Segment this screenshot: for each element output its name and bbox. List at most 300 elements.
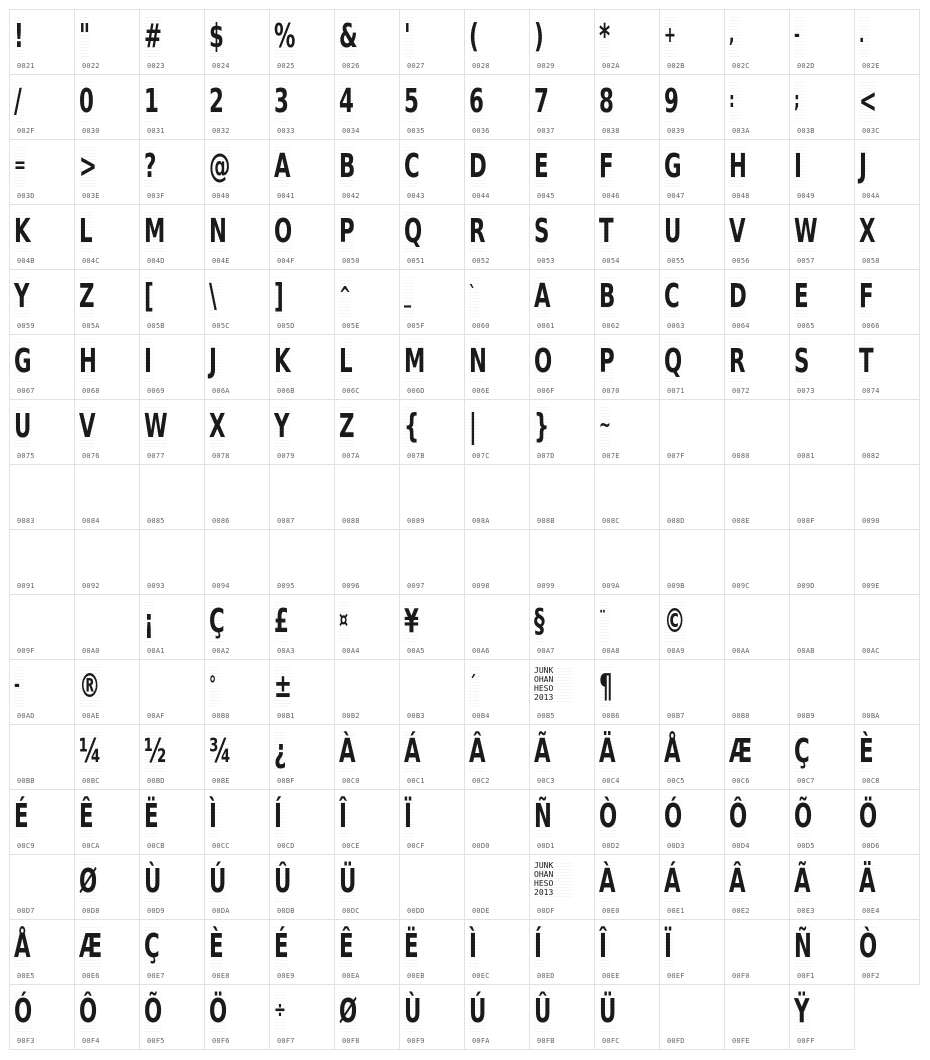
- glyph-code-label: 00C4: [602, 777, 620, 785]
- glyph-cell-0067[interactable]: [9, 334, 75, 400]
- glyph-code-label: 00AF: [147, 712, 165, 720]
- glyph-cell-0089[interactable]: [399, 464, 465, 530]
- glyph-cell-00d2[interactable]: [594, 789, 660, 855]
- glyph-char: R: [469, 211, 485, 250]
- glyph-cell-00da[interactable]: [204, 854, 270, 920]
- glyph-cell-00b9[interactable]: [789, 659, 855, 725]
- glyph-char: N: [209, 211, 227, 250]
- glyph-cell-0078[interactable]: [204, 399, 270, 465]
- glyph-cell-00fc[interactable]: [594, 984, 660, 1050]
- glyph-cell-007f[interactable]: [659, 399, 725, 465]
- glyph-cell-0062[interactable]: [594, 269, 660, 335]
- glyph-cell-0045[interactable]: [529, 139, 595, 205]
- glyph-code-label: 00D0: [472, 842, 490, 850]
- glyph-cell-00b0[interactable]: [204, 659, 270, 725]
- glyph-cell-0025[interactable]: [269, 9, 335, 75]
- glyph-cell-0056[interactable]: [724, 204, 790, 270]
- glyph-cell-00cf[interactable]: [399, 789, 465, 855]
- glyph-code-label: 006B: [277, 387, 295, 395]
- glyph-cell-008b[interactable]: [529, 464, 595, 530]
- glyph-cell-005c[interactable]: [204, 269, 270, 335]
- glyph-char: °: [209, 665, 219, 707]
- glyph-cell-0081[interactable]: [789, 399, 855, 465]
- glyph-cell-00eb[interactable]: [399, 919, 465, 985]
- glyph-cell-0034[interactable]: [334, 74, 400, 140]
- glyph-cell-00a5[interactable]: [399, 594, 465, 660]
- glyph-cell-009f[interactable]: [9, 594, 75, 660]
- glyph-cell-008e[interactable]: [724, 464, 790, 530]
- glyph-code-label: 0070: [602, 387, 620, 395]
- glyph-char: %: [274, 16, 295, 55]
- glyph-code-label: 00B2: [342, 712, 360, 720]
- glyph-cell-00c3[interactable]: [529, 724, 595, 790]
- glyph-char: O: [534, 341, 552, 380]
- glyph-cell-00f4[interactable]: [74, 984, 140, 1050]
- glyph-cell-00f6[interactable]: [204, 984, 270, 1050]
- glyph-cell-00d8[interactable]: [74, 854, 140, 920]
- glyph-cell-003f[interactable]: [139, 139, 205, 205]
- glyph-cell-00be[interactable]: [204, 724, 270, 790]
- glyph-code-label: 00DB: [277, 907, 295, 915]
- glyph-cell-00cb[interactable]: [139, 789, 205, 855]
- glyph-cell-0035[interactable]: [399, 74, 465, 140]
- glyph-cell-00e0[interactable]: [594, 854, 660, 920]
- glyph-cell-0030[interactable]: [74, 74, 140, 140]
- glyph-char: ;: [794, 80, 804, 122]
- glyph-cell-0069[interactable]: [139, 334, 205, 400]
- glyph-cell-00f1[interactable]: [789, 919, 855, 985]
- glyph-cell-00e3[interactable]: [789, 854, 855, 920]
- glyph-cell-0031[interactable]: [139, 74, 205, 140]
- glyph-code-label: 00E1: [667, 907, 685, 915]
- glyph-cell-00af[interactable]: [139, 659, 205, 725]
- glyph-char: I: [794, 145, 804, 187]
- glyph-cell-0085[interactable]: [139, 464, 205, 530]
- glyph-cell-00d9[interactable]: [139, 854, 205, 920]
- glyph-cell-00db[interactable]: [269, 854, 335, 920]
- glyph-cell-009c[interactable]: [724, 529, 790, 595]
- glyph-cell-0074[interactable]: [854, 334, 920, 400]
- glyph-char: N: [469, 341, 487, 380]
- glyph-cell-00f3[interactable]: [9, 984, 75, 1050]
- glyph-cell-0086[interactable]: [204, 464, 270, 530]
- glyph-cell-0022[interactable]: [74, 9, 140, 75]
- glyph-code-label: 00F9: [407, 1037, 425, 1045]
- glyph-cell-0053[interactable]: [529, 204, 595, 270]
- glyph-cell-002f[interactable]: [9, 74, 75, 140]
- glyph-cell-007b[interactable]: [399, 399, 465, 465]
- glyph-cell-00bf[interactable]: [269, 724, 335, 790]
- glyph-cell-0038[interactable]: [594, 74, 660, 140]
- glyph-cell-00fa[interactable]: [464, 984, 530, 1050]
- glyph-cell-0040[interactable]: [204, 139, 270, 205]
- glyph-cell-0061[interactable]: [529, 269, 595, 335]
- glyph-cell-00e8[interactable]: [204, 919, 270, 985]
- glyph-cell-008a[interactable]: [464, 464, 530, 530]
- glyph-cell-0036[interactable]: [464, 74, 530, 140]
- glyph-char: V: [79, 406, 95, 445]
- glyph-cell-00e9[interactable]: [269, 919, 335, 985]
- glyph-cell-0095[interactable]: [269, 529, 335, 595]
- glyph-cell-00ce[interactable]: [334, 789, 400, 855]
- glyph-cell-007e[interactable]: [594, 399, 660, 465]
- glyph-cell-00b3[interactable]: [399, 659, 465, 725]
- glyph-cell-00bb[interactable]: [9, 724, 75, 790]
- glyph-cell-009d[interactable]: [789, 529, 855, 595]
- glyph-cell-00ee[interactable]: [594, 919, 660, 985]
- glyph-code-label: 00CE: [342, 842, 360, 850]
- glyph-cell-002d[interactable]: [789, 9, 855, 75]
- glyph-char: Ô: [729, 796, 747, 835]
- glyph-char: [14, 470, 24, 512]
- glyph-cell-00ba[interactable]: [854, 659, 920, 725]
- glyph-cell-005e[interactable]: [334, 269, 400, 335]
- glyph-char: &: [339, 16, 357, 55]
- glyph-char: B: [599, 276, 615, 315]
- glyph-cell-00a6[interactable]: [464, 594, 530, 660]
- glyph-cell-0055[interactable]: [659, 204, 725, 270]
- glyph-char: ¾: [209, 731, 231, 770]
- glyph-cell-00d0[interactable]: [464, 789, 530, 855]
- glyph-cell-009b[interactable]: [659, 529, 725, 595]
- glyph-cell-0052[interactable]: [464, 204, 530, 270]
- glyph-cell-006b[interactable]: [269, 334, 335, 400]
- glyph-cell-00ea[interactable]: [334, 919, 400, 985]
- glyph-char: -: [794, 15, 804, 57]
- glyph-code-label: 00FA: [472, 1037, 490, 1045]
- glyph-cell-0087[interactable]: [269, 464, 335, 530]
- glyph-cell-0082[interactable]: [854, 399, 920, 465]
- glyph-cell-00f9[interactable]: [399, 984, 465, 1050]
- glyph-cell-00ec[interactable]: [464, 919, 530, 985]
- glyph-cell-00c1[interactable]: [399, 724, 465, 790]
- glyph-cell-00f2[interactable]: [854, 919, 920, 985]
- glyph-char: [729, 535, 739, 577]
- glyph-code-label: 0033: [277, 127, 295, 135]
- glyph-cell-00d7[interactable]: [9, 854, 75, 920]
- glyph-code-label: 0057: [797, 257, 815, 265]
- glyph-code-label: 0093: [147, 582, 165, 590]
- glyph-cell-00ae[interactable]: [74, 659, 140, 725]
- glyph-code-label: 00B3: [407, 712, 425, 720]
- glyph-cell-0054[interactable]: [594, 204, 660, 270]
- glyph-cell-0093[interactable]: [139, 529, 205, 595]
- glyph-cell-0049[interactable]: [789, 139, 855, 205]
- glyph-cell-00bc[interactable]: [74, 724, 140, 790]
- glyph-cell-0026[interactable]: [334, 9, 400, 75]
- glyph-cell-00f0[interactable]: [724, 919, 790, 985]
- glyph-code-label: 007B: [407, 452, 425, 460]
- glyph-cell-00b4[interactable]: [464, 659, 530, 725]
- glyph-cell-00a9[interactable]: [659, 594, 725, 660]
- glyph-cell-00aa[interactable]: [724, 594, 790, 660]
- glyph-code-label: 0071: [667, 387, 685, 395]
- glyph-char: ®: [79, 666, 100, 705]
- glyph-cell-00ed[interactable]: [529, 919, 595, 985]
- glyph-cell-0057[interactable]: [789, 204, 855, 270]
- glyph-cell-00a2[interactable]: [204, 594, 270, 660]
- glyph-cell-004e[interactable]: [204, 204, 270, 270]
- glyph-cell-007c[interactable]: [464, 399, 530, 465]
- glyph-char: 6: [469, 81, 484, 120]
- glyph-cell-0044[interactable]: [464, 139, 530, 205]
- glyph-cell-006d[interactable]: [399, 334, 465, 400]
- glyph-cell-00d4[interactable]: [724, 789, 790, 855]
- glyph-cell-00cc[interactable]: [204, 789, 270, 855]
- glyph-char: Û: [534, 991, 551, 1030]
- glyph-cell-00f5[interactable]: [139, 984, 205, 1050]
- glyph-cell-00ff[interactable]: [789, 984, 855, 1050]
- glyph-cell-006e[interactable]: [464, 334, 530, 400]
- glyph-cell-004f[interactable]: [269, 204, 335, 270]
- glyph-char: [14, 860, 24, 902]
- glyph-cell-008d[interactable]: [659, 464, 725, 530]
- glyph-cell-0042[interactable]: [334, 139, 400, 205]
- glyph-char: [469, 535, 479, 577]
- glyph-char: M: [404, 341, 425, 380]
- glyph-char: ´: [469, 665, 479, 707]
- glyph-cell-00e6[interactable]: [74, 919, 140, 985]
- glyph-cell-0060[interactable]: [464, 269, 530, 335]
- glyph-cell-004a[interactable]: [854, 139, 920, 205]
- glyph-cell-007d[interactable]: [529, 399, 595, 465]
- glyph-char: =: [14, 145, 25, 187]
- glyph-cell-005f[interactable]: [399, 269, 465, 335]
- glyph-cell-00b6[interactable]: [594, 659, 660, 725]
- glyph-cell-00e1[interactable]: [659, 854, 725, 920]
- glyph-char: [534, 470, 544, 512]
- glyph-cell-0043[interactable]: [399, 139, 465, 205]
- glyph-cell-004c[interactable]: [74, 204, 140, 270]
- glyph-cell-00df[interactable]: [529, 854, 595, 920]
- glyph-cell-00bd[interactable]: [139, 724, 205, 790]
- glyph-cell-003d[interactable]: [9, 139, 75, 205]
- glyph-char: [859, 470, 869, 512]
- glyph-cell-00a8[interactable]: [594, 594, 660, 660]
- glyph-cell-00ac[interactable]: [854, 594, 920, 660]
- glyph-cell-00e4[interactable]: [854, 854, 920, 920]
- glyph-code-label: 00D3: [667, 842, 685, 850]
- glyph-cell-0058[interactable]: [854, 204, 920, 270]
- glyph-code-label: 005A: [82, 322, 100, 330]
- glyph-cell-0048[interactable]: [724, 139, 790, 205]
- glyph-cell-0068[interactable]: [74, 334, 140, 400]
- glyph-cell-002c[interactable]: [724, 9, 790, 75]
- glyph-cell-0029[interactable]: [529, 9, 595, 75]
- glyph-cell-00c2[interactable]: [464, 724, 530, 790]
- glyph-code-label: 00D9: [147, 907, 165, 915]
- glyph-code-label: 0050: [342, 257, 360, 265]
- glyph-cell-00fd[interactable]: [659, 984, 725, 1050]
- glyph-cell-0094[interactable]: [204, 529, 270, 595]
- glyph-char: ): [534, 16, 544, 55]
- glyph-cell-0077[interactable]: [139, 399, 205, 465]
- glyph-cell-00d1[interactable]: [529, 789, 595, 855]
- glyph-cell-00ab[interactable]: [789, 594, 855, 660]
- glyph-cell-005b[interactable]: [139, 269, 205, 335]
- glyph-cell-00dc[interactable]: [334, 854, 400, 920]
- glyph-code-label: 00A8: [602, 647, 620, 655]
- glyph-cell-0098[interactable]: [464, 529, 530, 595]
- glyph-cell-00cd[interactable]: [269, 789, 335, 855]
- glyph-cell-0099[interactable]: [529, 529, 595, 595]
- glyph-cell-008c[interactable]: [594, 464, 660, 530]
- glyph-cell-0028[interactable]: [464, 9, 530, 75]
- glyph-cell-00c4[interactable]: [594, 724, 660, 790]
- glyph-cell-00d5[interactable]: [789, 789, 855, 855]
- glyph-cell-0063[interactable]: [659, 269, 725, 335]
- glyph-cell-009e[interactable]: [854, 529, 920, 595]
- glyph-code-label: 007F: [667, 452, 685, 460]
- glyph-code-label: 00FB: [537, 1037, 555, 1045]
- glyph-char: \: [209, 275, 219, 317]
- glyph-cell-0065[interactable]: [789, 269, 855, 335]
- glyph-cell-0092[interactable]: [74, 529, 140, 595]
- glyph-cell-0024[interactable]: [204, 9, 270, 75]
- glyph-code-label: 005C: [212, 322, 230, 330]
- glyph-cell-004d[interactable]: [139, 204, 205, 270]
- glyph-cell-0037[interactable]: [529, 74, 595, 140]
- glyph-char: [339, 470, 349, 512]
- glyph-cell-007a[interactable]: [334, 399, 400, 465]
- glyph-cell-0083[interactable]: [9, 464, 75, 530]
- glyph-cell-0070[interactable]: [594, 334, 660, 400]
- glyph-cell-00ca[interactable]: [74, 789, 140, 855]
- glyph-cell-0091[interactable]: [9, 529, 75, 595]
- glyph-cell-0051[interactable]: [399, 204, 465, 270]
- glyph-cell-00a1[interactable]: [139, 594, 205, 660]
- glyph-cell-006f[interactable]: [529, 334, 595, 400]
- glyph-cell-00d6[interactable]: [854, 789, 920, 855]
- glyph-cell-0039[interactable]: [659, 74, 725, 140]
- glyph-code-label: 009D: [797, 582, 815, 590]
- glyph-char: §: [534, 601, 544, 640]
- glyph-cell-0090[interactable]: [854, 464, 920, 530]
- glyph-cell-0071[interactable]: [659, 334, 725, 400]
- glyph-cell-00ad[interactable]: [9, 659, 75, 725]
- glyph-code-label: 00F8: [342, 1037, 360, 1045]
- glyph-cell-00b7[interactable]: [659, 659, 725, 725]
- glyph-cell-002e[interactable]: [854, 9, 920, 75]
- glyph-cell-00dd[interactable]: [399, 854, 465, 920]
- glyph-cell-0033[interactable]: [269, 74, 335, 140]
- glyph-cell-00ef[interactable]: [659, 919, 725, 985]
- glyph-cell-0064[interactable]: [724, 269, 790, 335]
- glyph-cell-0088[interactable]: [334, 464, 400, 530]
- glyph-cell-0041[interactable]: [269, 139, 335, 205]
- glyph-cell-00a0[interactable]: [74, 594, 140, 660]
- glyph-cell-00b8[interactable]: [724, 659, 790, 725]
- glyph-char: ?: [144, 146, 156, 185]
- glyph-cell-0096[interactable]: [334, 529, 400, 595]
- glyph-cell-0080[interactable]: [724, 399, 790, 465]
- glyph-cell-0072[interactable]: [724, 334, 790, 400]
- glyph-cell-00c0[interactable]: [334, 724, 400, 790]
- glyph-cell-00f7[interactable]: [269, 984, 335, 1050]
- glyph-cell-00d3[interactable]: [659, 789, 725, 855]
- glyph-cell-003a[interactable]: [724, 74, 790, 140]
- glyph-cell-00de[interactable]: [464, 854, 530, 920]
- glyph-cell-00fe[interactable]: [724, 984, 790, 1050]
- glyph-cell-0084[interactable]: [74, 464, 140, 530]
- glyph-cell-005d[interactable]: [269, 269, 335, 335]
- glyph-code-label: 0035: [407, 127, 425, 135]
- glyph-cell-0021[interactable]: [9, 9, 75, 75]
- glyph-char: U: [14, 406, 31, 445]
- glyph-cell-0073[interactable]: [789, 334, 855, 400]
- glyph-cell-003c[interactable]: [854, 74, 920, 140]
- glyph-code-label: 0051: [407, 257, 425, 265]
- glyph-char: *: [599, 16, 610, 55]
- glyph-cell-004b[interactable]: [9, 204, 75, 270]
- glyph-cell-003b[interactable]: [789, 74, 855, 140]
- glyph-cell-0050[interactable]: [334, 204, 400, 270]
- glyph-code-label: 0045: [537, 192, 555, 200]
- glyph-cell-0046[interactable]: [594, 139, 660, 205]
- glyph-char: P: [599, 341, 614, 380]
- glyph-cell-00e2[interactable]: [724, 854, 790, 920]
- glyph-cell-00b1[interactable]: [269, 659, 335, 725]
- glyph-code-label: 0074: [862, 387, 880, 395]
- glyph-cell-00b2[interactable]: [334, 659, 400, 725]
- glyph-cell-00b5[interactable]: [529, 659, 595, 725]
- glyph-cell-00fb[interactable]: [529, 984, 595, 1050]
- glyph-cell-006c[interactable]: [334, 334, 400, 400]
- glyph-cell-002a[interactable]: [594, 9, 660, 75]
- glyph-cell-00a3[interactable]: [269, 594, 335, 660]
- glyph-cell-00c9[interactable]: [9, 789, 75, 855]
- glyph-cell-00c5[interactable]: [659, 724, 725, 790]
- glyph-cell-00e7[interactable]: [139, 919, 205, 985]
- glyph-cell-006a[interactable]: [204, 334, 270, 400]
- glyph-cell-0027[interactable]: [399, 9, 465, 75]
- glyph-char: E: [794, 276, 808, 315]
- glyph-cell-0059[interactable]: [9, 269, 75, 335]
- glyph-cell-003e[interactable]: [74, 139, 140, 205]
- glyph-code-label: 0083: [17, 517, 35, 525]
- glyph-cell-0066[interactable]: [854, 269, 920, 335]
- glyph-code-label: 006A: [212, 387, 230, 395]
- glyph-code-label: 004E: [212, 257, 230, 265]
- glyph-cell-0075[interactable]: [9, 399, 75, 465]
- glyph-cell-009a[interactable]: [594, 529, 660, 595]
- glyph-cell-00c8[interactable]: [854, 724, 920, 790]
- glyph-cell-005a[interactable]: [74, 269, 140, 335]
- glyph-cell-0076[interactable]: [74, 399, 140, 465]
- glyph-char: F: [859, 276, 873, 315]
- glyph-char: Ø: [79, 861, 97, 900]
- glyph-cell-002b[interactable]: [659, 9, 725, 75]
- glyph-code-label: 00D2: [602, 842, 620, 850]
- glyph-char: [: [144, 276, 154, 315]
- glyph-cell-00e5[interactable]: [9, 919, 75, 985]
- glyph-char: ¼: [79, 731, 101, 770]
- glyph-cell-0032[interactable]: [204, 74, 270, 140]
- glyph-cell-00f8[interactable]: [334, 984, 400, 1050]
- glyph-code-label: 00AE: [82, 712, 100, 720]
- glyph-cell-0079[interactable]: [269, 399, 335, 465]
- glyph-cell-00c7[interactable]: [789, 724, 855, 790]
- glyph-cell-00c6[interactable]: [724, 724, 790, 790]
- glyph-cell-0047[interactable]: [659, 139, 725, 205]
- glyph-cell-0097[interactable]: [399, 529, 465, 595]
- glyph-cell-0023[interactable]: [139, 9, 205, 75]
- glyph-cell-008f[interactable]: [789, 464, 855, 530]
- glyph-cell-00a7[interactable]: [529, 594, 595, 660]
- glyph-char: [14, 600, 24, 642]
- glyph-cell-00a4[interactable]: [334, 594, 400, 660]
- glyph-code-label: 007E: [602, 452, 620, 460]
